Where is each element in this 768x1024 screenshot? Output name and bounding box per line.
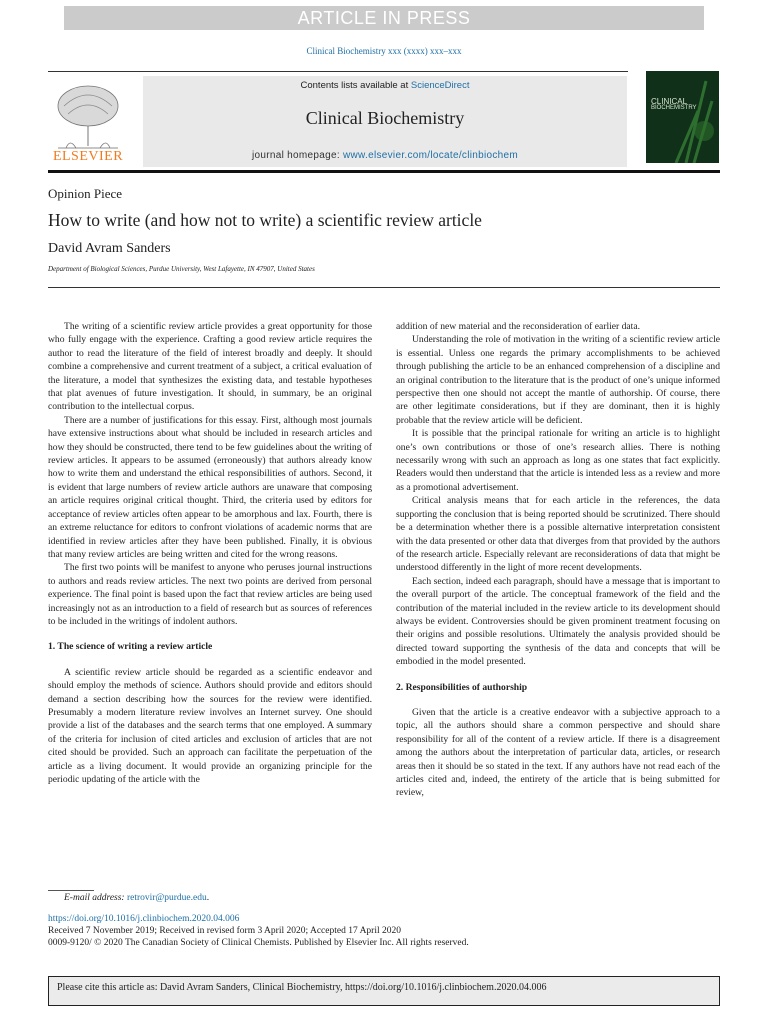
email-period: . <box>206 893 210 903</box>
email-link[interactable]: retrovir@purdue.edu <box>126 893 207 903</box>
article-in-press-banner: ARTICLE IN PRESS <box>64 6 704 30</box>
author-email-line <box>64 893 209 903</box>
doi-link[interactable]: https://doi.org/10.1016/j.clinbiochem.2020.04.006 <box>48 914 240 924</box>
email-label: E-mail address: <box>64 893 127 903</box>
received-dates: Received 7 November 2019; Received in revised form 3 April 2020; Accepted 17 April 2020 <box>48 926 401 936</box>
elsevier-wordmark: ELSEVIER <box>52 149 124 164</box>
header-bottom-rule <box>48 170 720 173</box>
copyright-notice: 0009-9120/ © 2020 The Canadian Society of Clinical Chemists. Published by Elsevier Inc. All rights reserved. <box>48 938 469 948</box>
paragraph: Given that the article is a creative endeavor with a subjective approach to a topic, all the authors should share a common perspective and should share responsibility for all of the content of a review article. If there is a disagreement among the authors about the interpretation of particular data, articles, or research areas then it should be so stated in the text. If any authors have not read each of the articles cited and, indeed, the entirety of the article that is being submitted for review, <box>396 706 720 799</box>
paragraph: Understanding the role of motivation in the writing of a scientific review article is essential. Unless one regards the primary accomplishments to be achieved through publishing the article to be an enhanced comprehension of a discipline and an original contribution to the literature that is the product of one’s unique informed perspective then one should not accept the mantle of authorship. Of course, there are other legitimate considerations, but if they are dominant, then it is highly probable that the review article will be deficient. <box>396 334 720 426</box>
paragraph: Each section, indeed each paragraph, should have a message that is important to the overall purport of the article. The conceptual framework of the field and the contribution of the material included in the review article to its development should always be evident. Controversies should be given prominent treatment focusing on their origins and possible resolutions. Ultimately the analysis provided should be directed toward supporting the synthesis of the data and concepts that will be embodied in the model presented. <box>396 575 720 668</box>
cite-text[interactable]: Please cite this article as: David Avram Sanders, Clinical Biochemistry, https://doi.org/10.1016/j.clinbiochem.2020.04.006 <box>57 982 547 993</box>
paragraph: There are a number of justifications for this essay. First, although most journals have extensive instructions about what should be included in research articles and how they should be constructed, there tend to be few guidelines about the writing of review articles. It appears to be assumed (erroneously) that authors already know how to write them and understand the ethical responsibilities of authors. Second, it is evident that large numbers of review article authors are unaware that composing an article requires original critical thought. Third, the criteria used by editors for acceptance of review articles often appear to be amorphous and lax. Fourth, there is an extreme reluctance for editors to confront violations of academic norms that are identified in review articles after they have been published. Finally, it is obvious that many review articles are being written and cited for the wrong reasons. <box>48 414 372 560</box>
homepage-label: journal homepage: <box>251 150 343 161</box>
article-type: Opinion Piece <box>48 186 123 201</box>
article-title: How to write (and how not to write) a scientific review article <box>48 210 482 230</box>
footnote-rule <box>48 890 94 891</box>
header-top-rule <box>48 71 628 72</box>
left-column <box>48 320 372 786</box>
paragraph: The writing of a scientific review article provides a great opportunity for those who fully engage with the experience. Crafting a good review article requires the author to read the literature of the field of interest broadly and deeply. It should combine a comprehensive and current treatment of a subject, a critical evaluation of the literature, a model that synthesizes the existing data, and testable hypotheses that plat avenues of future investigation. It should, in summary, be an original contribution to the intellectual corpus. <box>48 321 372 413</box>
paragraph: The first two points will be manifest to anyone who peruses journal instructions to authors and reads review articles. The next two points are derived from personal experience. The final point is based upon the fact that review articles are being used increasingly not as an introduction to a field of research but as sources of references to be included in the writings of indolent authors. <box>48 562 372 627</box>
section-heading-2: 2. Responsibilities of authorship <box>396 681 528 693</box>
journal-homepage-line <box>143 150 627 161</box>
title-section-rule <box>48 287 720 288</box>
homepage-link[interactable]: www.elsevier.com/locate/clinbiochem <box>343 150 519 161</box>
cover-title-1: CLINICAL <box>651 97 688 106</box>
journal-name: Clinical Biochemistry <box>305 108 465 128</box>
cover-title-2: BIOCHEMISTRY <box>651 105 697 111</box>
cover-art <box>646 71 719 163</box>
article-author[interactable]: David Avram Sanders <box>48 241 171 256</box>
contents-prefix: Contents lists available at <box>300 80 411 91</box>
contents-available-line <box>143 80 627 91</box>
right-column <box>396 320 720 800</box>
paragraph: It is possible that the principal rationale for writing an article is to highlight one’s own contributions or those of one’s research allies. There is nothing necessarily wrong with such an approach as long as one states that fact explicitly. Readers would then understand that the article is intended less as a review and more as a promotional advertisement. <box>396 428 720 493</box>
paragraph: Critical analysis means that for each article in the references, the data supporting the conclusion that is being reported should be scrutinized. There should be a determination whether there is a possible alternative interpretation consistent with the data presented or other data that diverges from that provided by the authors of the research article. Especially relevant are reconsiderations of data that might be understood differently in the light of more recent developments. <box>396 495 720 574</box>
cite-this-article-box <box>48 976 720 1006</box>
journal-cover-image[interactable] <box>646 71 719 163</box>
sciencedirect-link[interactable]: ScienceDirect <box>410 80 470 91</box>
journal-citation-line[interactable]: Clinical Biochemistry xxx (xxxx) xxx–xxx <box>306 46 462 56</box>
section-heading-1: 1. The science of writing a review article <box>48 641 213 653</box>
author-affiliation: Department of Biological Sciences, Purdue University, West Lafayette, IN 47907, United States <box>48 265 315 273</box>
paragraph: A scientific review article should be regarded as a scientific endeavor and should employ the methods of science. Authors should provide and editors should demand a section describing how the sources for the review were identified. Presumably a modern literature review involves an Internet survey. One should provide a list of the databases and the search terms that one employed. A summary of the criteria for inclusion of cited articles and exclusion of articles that are not cited should be provided. Such an approach can facilitate the perpetuation of the article as a living document. It would provide an organizing principle for the periodic updating of the article with the <box>48 666 372 785</box>
paragraph: addition of new material and the reconsideration of earlier data. <box>396 321 641 332</box>
